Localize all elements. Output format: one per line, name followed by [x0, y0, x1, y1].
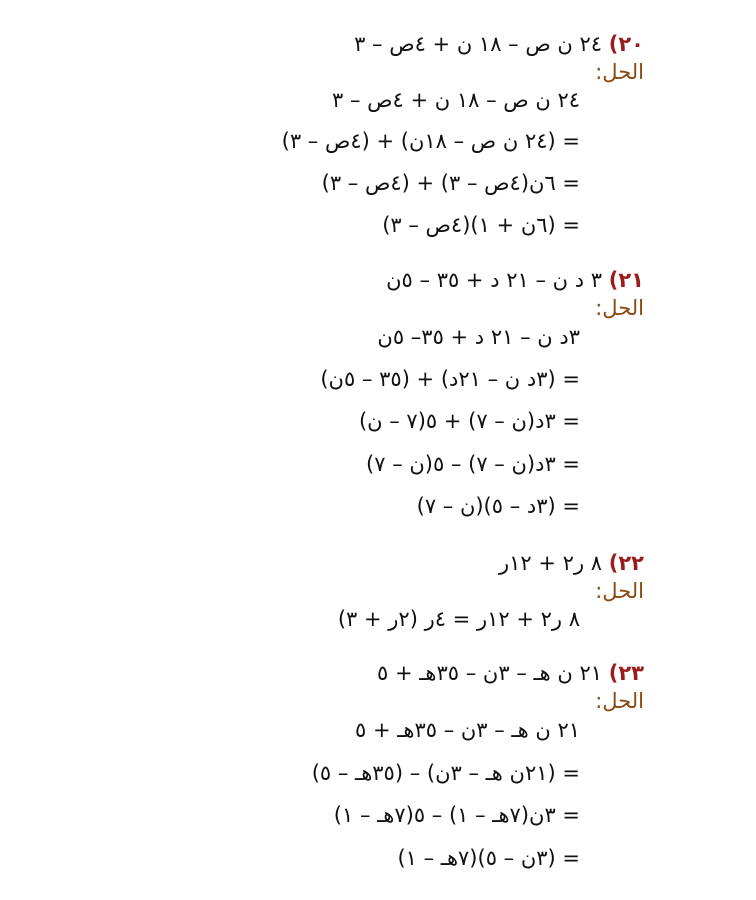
- problem-20-number: ٢٠): [608, 32, 644, 56]
- problem-21-step-4: = ٣د(ن – ٧) – ٥(ن – ٧): [366, 452, 580, 476]
- problem-22-step-1: ٨ ر٢ + ١٢ر = ٤ر (٢ر + ٣): [337, 607, 580, 631]
- problem-21-step-5: = (٣د – ٥)(ن – ٧): [416, 494, 580, 518]
- problem-20-line: [354, 30, 644, 58]
- problem-20-solution-label: الحل:: [595, 60, 644, 84]
- problem-20-step-4: = (٦ن + ١)(٤ص – ٣): [382, 213, 580, 237]
- problem-21-number: ٢١): [608, 268, 644, 292]
- problem-20-step-1: ٢٤ ن ص – ١٨ ن + ٤ص – ٣: [332, 88, 580, 112]
- problem-22-line: [499, 549, 644, 577]
- problem-20-expression: ٢٤ ن ص – ١٨ ن + ٤ص – ٣: [354, 32, 609, 56]
- problem-21-expression: ٣ د ن – ٢١ د + ٣٥ – ٥ن: [386, 268, 609, 292]
- problem-23-expression: ٢١ ن هـ – ٣ن – ٣٥هـ + ٥: [377, 661, 609, 685]
- problem-23-step-3: = ٣ن(٧هـ – ١) – ٥(٧هـ – ١): [333, 803, 580, 827]
- problem-20-step-2: = (٢٤ ن ص – ١٨ن) + (٤ص – ٣): [281, 129, 580, 153]
- problem-21-line: [386, 266, 644, 294]
- problem-23-step-2: = (٢١ن هـ – ٣ن) – (٣٥هـ – ٥): [311, 761, 580, 785]
- problem-22-number: ٢٢): [608, 551, 644, 575]
- problem-23-number: ٢٣): [608, 661, 644, 685]
- problem-23-line: [377, 659, 644, 687]
- problem-21-step-1: ٣د ن – ٢١ د + ٣٥– ٥ن: [377, 325, 580, 349]
- problem-22-expression: ٨ ر٢ + ١٢ر: [499, 551, 609, 575]
- problem-21-step-2: = (٣د ن – ٢١د) + (٣٥ – ٥ن): [320, 367, 580, 391]
- problem-23-step-4: = (٣ن – ٥)(٧هـ – ١): [397, 846, 580, 870]
- problem-21-solution-label: الحل:: [595, 296, 644, 320]
- problem-22-solution-label: الحل:: [595, 579, 644, 603]
- problem-21-step-3: = ٣د(ن – ٧) + ٥(٧ – ن): [358, 409, 580, 433]
- problem-23-step-1: ٢١ ن هـ – ٣ن – ٣٥هـ + ٥: [354, 718, 580, 742]
- problem-23-solution-label: الحل:: [595, 689, 644, 713]
- problem-20-step-3: = ٦ن(٤ص – ٣) + (٤ص – ٣): [321, 171, 580, 195]
